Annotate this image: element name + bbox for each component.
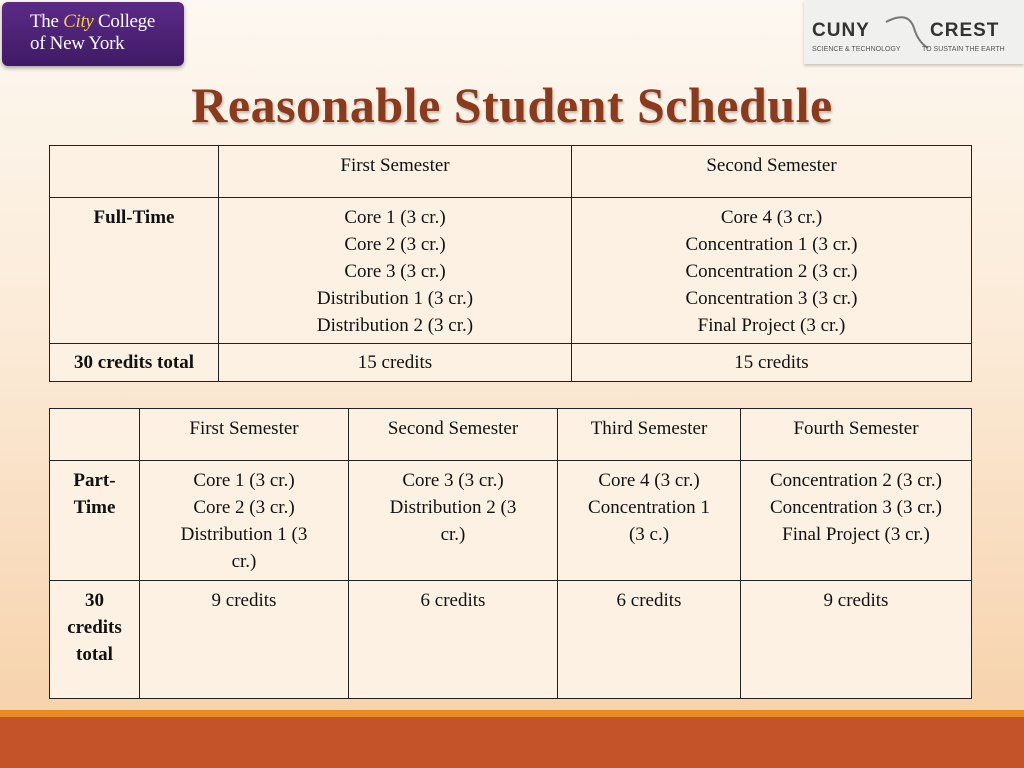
table-header-row [50,146,972,198]
course-item: Core 4 (3 cr.) [720,207,823,228]
header-cell: Second Semester [349,409,558,461]
parttime-schedule-table [49,408,972,699]
crest-text: CREST [930,20,1000,41]
page-title: Reasonable Student Schedule [191,77,833,133]
ccny-logo-text: of New York [30,33,125,54]
credit-total: 9 credits [140,581,349,699]
course-item: Core 3 (3 cr.) [344,261,446,282]
row-label: Full-Time [50,198,219,344]
credit-total: 15 credits [219,344,572,382]
course-item: Distribution 2 (3 cr.) [316,315,474,336]
course-item: Core 4 (3 cr.) [598,470,700,491]
total-label-line: total [76,644,113,665]
course-item: cr.) [440,524,466,545]
total-label: 30 credits total [50,344,219,382]
fulltime-schedule-table [49,145,972,382]
course-cell [741,461,972,581]
course-cell [349,461,558,581]
crest-subtitle: TO SUSTAIN THE EARTH [922,46,1005,53]
ccny-logo [2,2,184,66]
course-item: cr.) [231,551,257,572]
credit-total: 6 credits [558,581,741,699]
header-cell [50,146,219,198]
row-label-line: Part- [73,470,116,491]
course-item: Core 1 (3 cr.) [344,207,446,228]
row-label-line: Time [73,497,116,518]
course-item: Core 1 (3 cr.) [193,470,295,491]
row-label [50,461,140,581]
header-cell: Third Semester [558,409,741,461]
course-item: (3 c.) [628,524,670,545]
course-item: Concentration 3 (3 cr.) [685,288,858,309]
header-cell: First Semester [219,146,572,198]
course-cell [140,461,349,581]
course-item: Distribution 2 (3 [389,497,517,518]
table-row [50,198,972,344]
header-cell [50,409,140,461]
table-total-row [50,581,972,699]
table-row [50,461,972,581]
course-item: Core 3 (3 cr.) [402,470,504,491]
credit-total: 15 credits [572,344,972,382]
footer-accent-bar [0,710,1024,717]
course-item: Concentration 2 (3 cr.) [769,470,942,491]
course-item: Final Project (3 cr.) [782,524,930,545]
course-item: Final Project (3 cr.) [697,315,846,336]
total-label-line: credits [67,617,122,638]
ccny-logo-city: City [63,11,94,32]
cuny-text: CUNY [812,20,870,41]
credit-total: 9 credits [741,581,972,699]
ccny-logo-text: College [93,11,156,32]
header-cell: Second Semester [572,146,972,198]
course-item: Core 2 (3 cr.) [344,234,446,255]
course-cell [558,461,741,581]
course-item: Concentration 1 (3 cr.) [685,234,858,255]
crest-subtitle: SCIENCE & TECHNOLOGY [812,46,901,53]
credit-total: 6 credits [349,581,558,699]
total-label [50,581,140,699]
course-item: Distribution 1 (3 [180,524,308,545]
course-item: Concentration 3 (3 cr.) [769,497,942,518]
cuny-crest-logo [804,0,1024,64]
course-item: Concentration 2 (3 cr.) [685,261,858,282]
header-cell: First Semester [140,409,349,461]
table-total-row [50,344,972,382]
footer-bar [0,717,1024,768]
course-item: Concentration 1 [588,497,710,518]
total-label-line: 30 [85,590,104,611]
course-cell [219,198,572,344]
ccny-logo-text: The [30,11,64,32]
course-item: Distribution 1 (3 cr.) [316,288,474,309]
course-cell [572,198,972,344]
table-header-row [50,409,972,461]
header-cell: Fourth Semester [741,409,972,461]
course-item: Core 2 (3 cr.) [193,497,295,518]
